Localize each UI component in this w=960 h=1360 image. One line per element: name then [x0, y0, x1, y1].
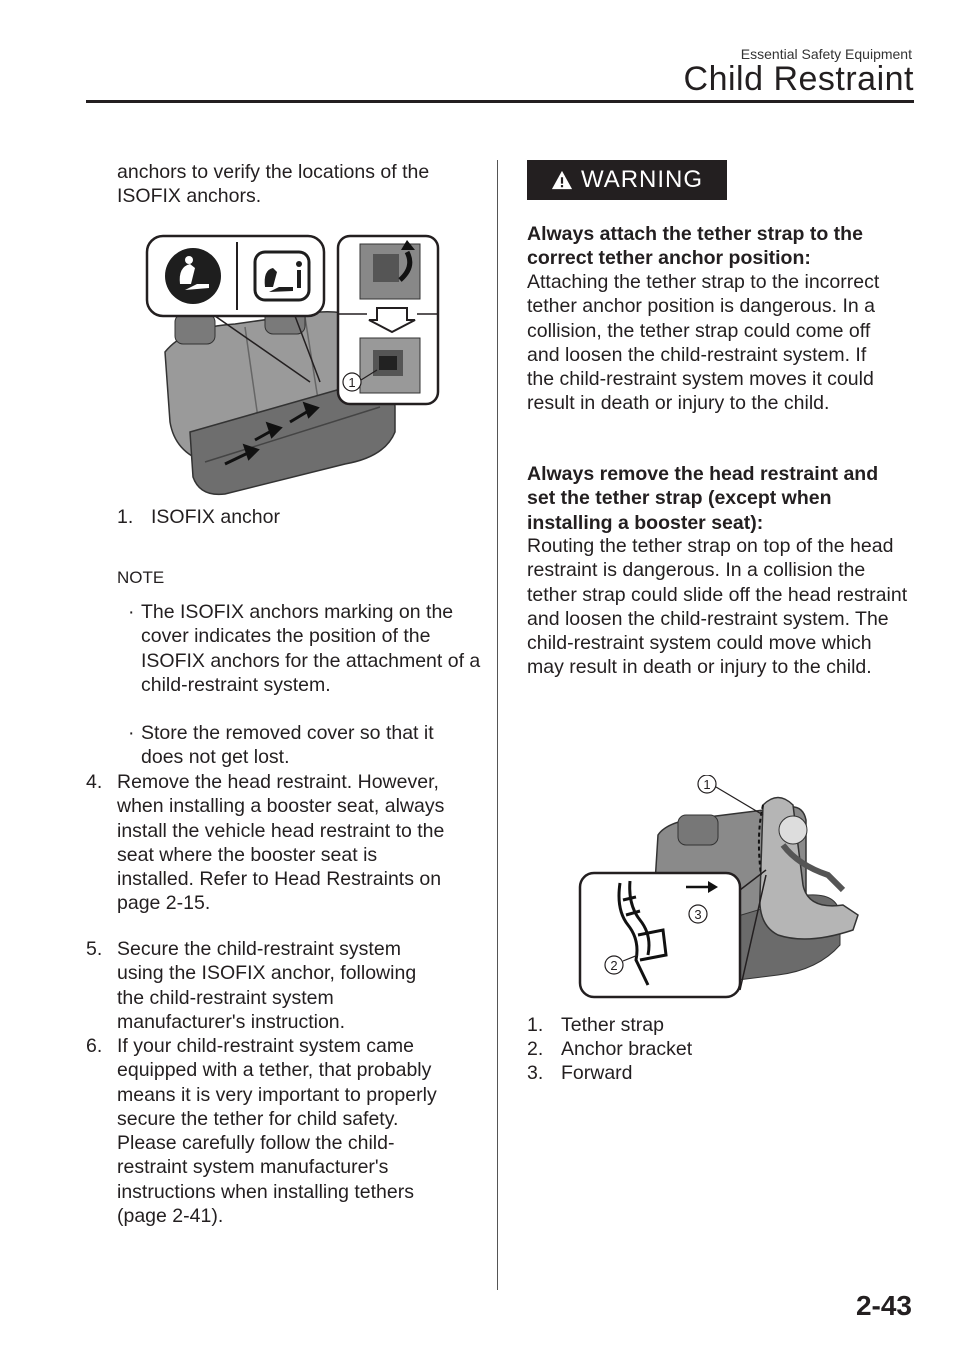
- page-title: Child Restraint: [683, 60, 914, 98]
- step-number: 5.: [86, 938, 103, 960]
- note-label: NOTE: [117, 568, 165, 587]
- figure2-callout-2: 2: [610, 958, 618, 973]
- caption-number: 1.: [527, 1014, 544, 1036]
- caption-text: Forward: [561, 1062, 633, 1084]
- caption-text: Anchor bracket: [561, 1038, 693, 1060]
- figure2-callout-3: 3: [694, 907, 702, 922]
- figure1-callout-1: 1: [348, 375, 356, 390]
- warning2-body: Routing the tether strap on top of the head restraint is dangerous. In a collision the tether strap could slide off the head restraint and loosen the child-restraint system. The child-restraint system could move which may result in death or injury to the child.: [527, 535, 908, 679]
- warning1-heading: Always attach the tether strap to the correct tether anchor position:: [527, 223, 863, 270]
- isofix-seat-illustration: [145, 232, 440, 502]
- caption-text: ISOFIX anchor: [151, 506, 280, 528]
- header-rule: [86, 100, 914, 103]
- intro-paragraph: anchors to verify the locations of the ISOFIX anchors.: [117, 161, 430, 208]
- step-number: 4.: [86, 771, 103, 793]
- step-text: If your child-restraint system came equipped with a tether, that probably means it is very important to properly secure the tether for child safety. Please carefully follow the child-restraint system manufacturer's instructions when installing tethers (page 2-41).: [117, 1035, 437, 1228]
- step-text: Remove the head restraint. However, when installing a booster seat, always install the vehicle head restraint to the seat where the booster seat is installed. Refer to Head Restraints on page 2-15.: [117, 771, 445, 915]
- warning1-body: Attaching the tether strap to the incorrect tether anchor position is dangerous. In a collision, the tether strap could come off and loosen the child-restraint system. If the child-restraint system moves it could result in death or injury to the child.: [527, 271, 880, 415]
- warning-label: WARNING: [580, 166, 704, 193]
- step-text: Secure the child-restraint system using the ISOFIX anchor, following the child-restraint system manufacturer's instruction.: [117, 938, 417, 1033]
- note-text: Store the removed cover so that it does not get lost.: [141, 722, 434, 769]
- section-title: Essential Safety Equipment: [740, 46, 912, 62]
- warning-icon: [551, 169, 573, 191]
- warning-banner: [527, 160, 727, 200]
- caption-number: 1.: [117, 506, 134, 528]
- figure2-callout-1: 1: [703, 777, 711, 792]
- note-text: The ISOFIX anchors marking on the cover indicates the position of the ISOFIX anchors for the attachment of a child-restraint system.: [141, 601, 481, 696]
- caption-number: 2.: [527, 1038, 544, 1060]
- step-number: 6.: [86, 1035, 103, 1057]
- warning2-heading: Always remove the head restraint and set the tether strap (except when installing a booster seat):: [527, 463, 879, 534]
- column-divider: [497, 160, 498, 1290]
- bullet-icon: ·: [128, 722, 135, 744]
- tether-strap-illustration: [578, 775, 868, 1005]
- caption-number: 3.: [527, 1062, 544, 1084]
- bullet-icon: ·: [128, 601, 135, 623]
- page-number: 2-43: [855, 1290, 912, 1321]
- caption-text: Tether strap: [561, 1014, 664, 1036]
